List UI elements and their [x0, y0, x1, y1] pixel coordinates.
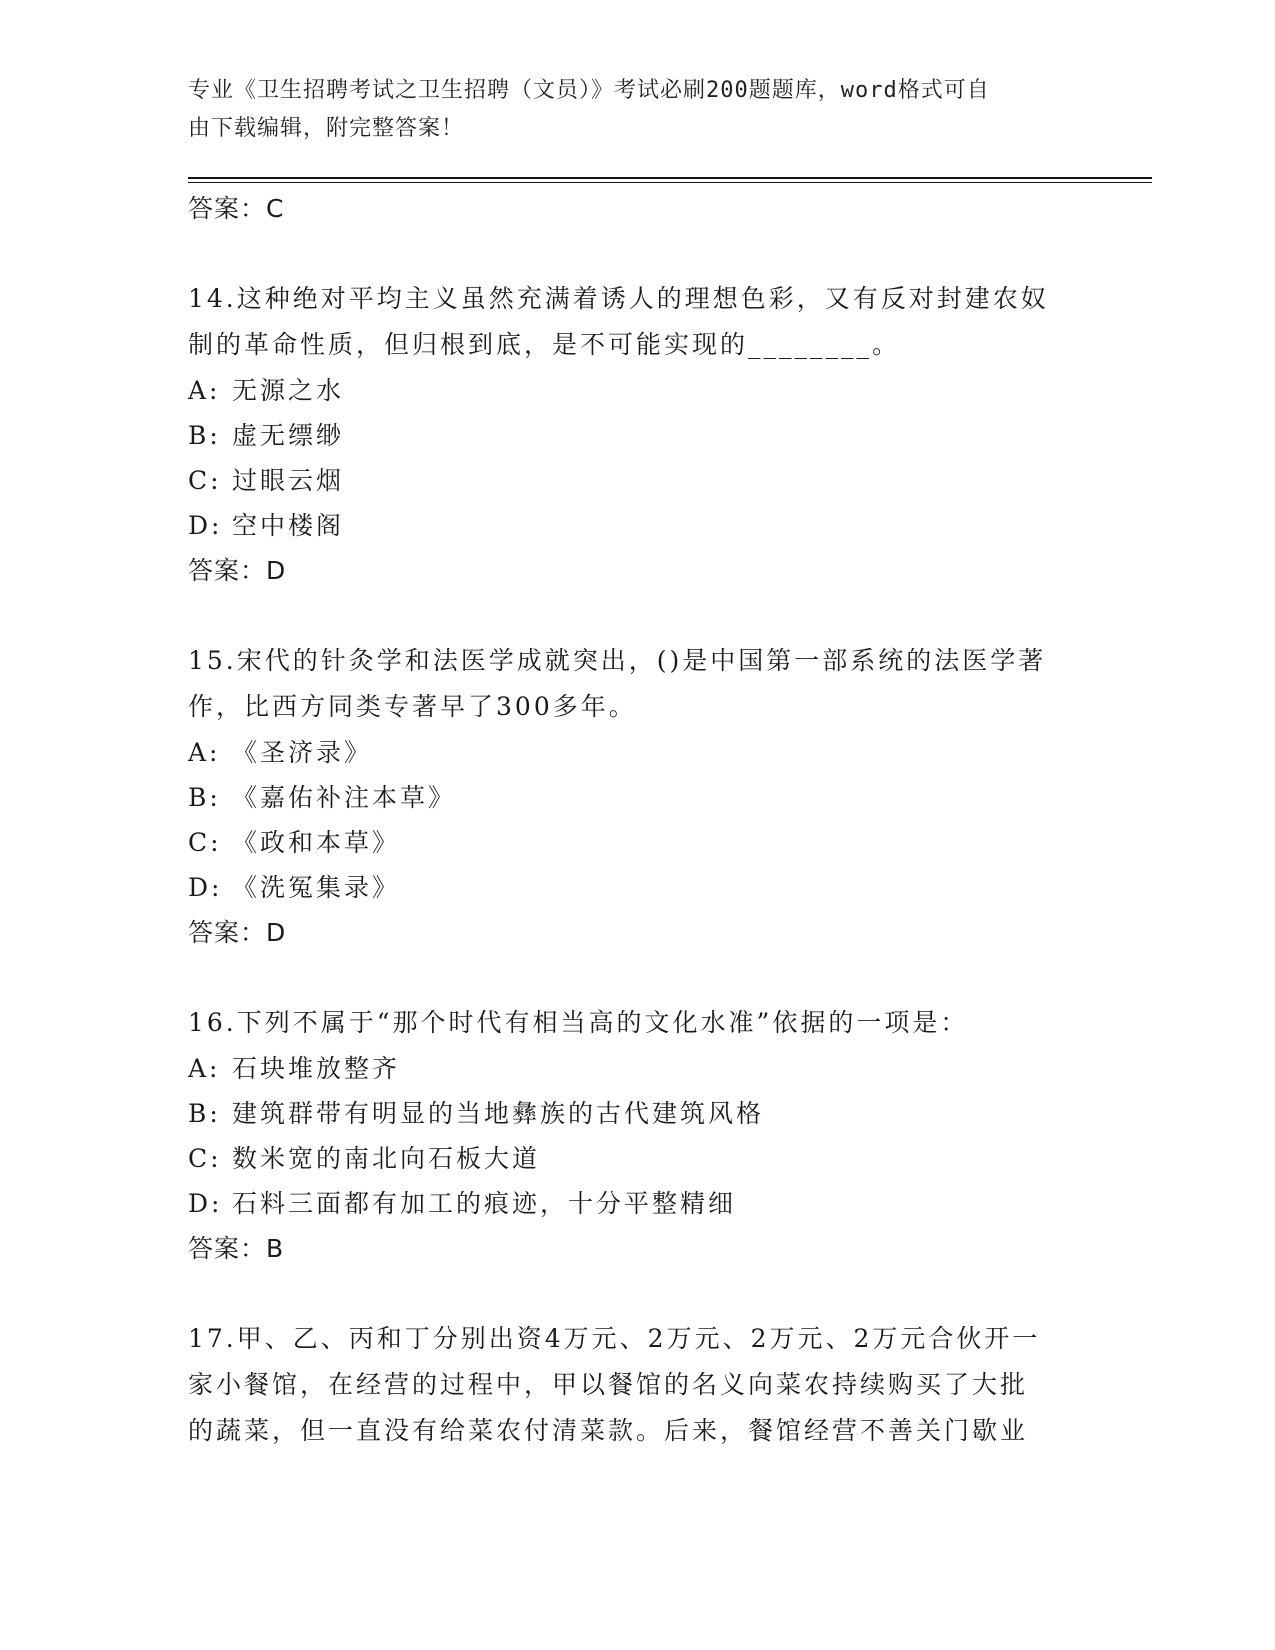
option-text: 空中楼阁 — [232, 511, 345, 540]
option-c — [188, 1136, 1088, 1181]
answer-line: 答案：B — [188, 1234, 285, 1263]
question-text: 17.甲、乙、丙和丁分别出资4万元、2万元、2万元、2万元合伙开一 — [188, 1324, 1041, 1353]
option-text: 无源之水 — [232, 376, 345, 405]
option-a — [188, 1046, 1088, 1091]
option-b — [188, 413, 1088, 458]
option-key: C: — [188, 828, 222, 857]
answer-line: 答案：D — [188, 918, 287, 947]
option-a — [188, 730, 1088, 775]
option-key: A: — [188, 376, 221, 405]
header-rule-thin — [188, 182, 1152, 183]
header-line-2: 由下载编辑，附完整答案！ — [188, 116, 465, 141]
option-d — [188, 1181, 1088, 1226]
question-17 — [188, 1316, 1088, 1454]
option-key: B: — [188, 421, 221, 450]
option-d — [188, 503, 1088, 548]
option-text: 《嘉佑补注本草》 — [232, 783, 457, 812]
option-text: 建筑群带有明显的当地彝族的古代建筑风格 — [232, 1099, 765, 1128]
answer-line: 答案：C — [188, 194, 285, 223]
option-key: D: — [188, 511, 223, 540]
option-text: 石料三面都有加工的痕迹，十分平整精细 — [232, 1189, 737, 1218]
question-text: 制的革命性质，但归根到底，是不可能实现的________。 — [188, 330, 901, 359]
header-rule-thick — [188, 177, 1152, 179]
option-text: 过眼云烟 — [232, 466, 345, 495]
question-text: 16.下列不属于“那个时代有相当高的文化水准”依据的一项是： — [188, 1008, 969, 1037]
option-text: 数米宽的南北向石板大道 — [232, 1144, 541, 1173]
option-d — [188, 865, 1088, 910]
option-text: 《政和本草》 — [232, 828, 401, 857]
question-text: 作，比西方同类专著早了300多年。 — [188, 692, 637, 721]
question-15 — [188, 638, 1088, 956]
question-text: 的蔬菜，但一直没有给菜农付清菜款。后来，餐馆经营不善关门歇业 — [188, 1416, 1029, 1445]
option-c — [188, 458, 1088, 503]
option-b — [188, 775, 1088, 820]
option-text: 虚无缥缈 — [232, 421, 345, 450]
option-b — [188, 1091, 1088, 1136]
document-body — [188, 186, 1088, 1454]
question-14 — [188, 276, 1088, 594]
option-key: A: — [188, 738, 221, 767]
option-key: C: — [188, 466, 222, 495]
option-key: A: — [188, 1054, 221, 1083]
option-a — [188, 368, 1088, 413]
option-key: D: — [188, 1189, 223, 1218]
answer-line: 答案：D — [188, 556, 287, 585]
question-text: 14.这种绝对平均主义虽然充满着诱人的理想色彩，又有反对封建农奴 — [188, 284, 1049, 313]
header-line-1: 专业《卫生招聘考试之卫生招聘（文员）》考试必刷200题题库，word格式可自 — [188, 78, 990, 103]
option-text: 《圣济录》 — [232, 738, 373, 767]
option-text: 石块堆放整齐 — [232, 1054, 401, 1083]
option-text: 《洗冤集录》 — [232, 873, 401, 902]
option-key: D: — [188, 873, 223, 902]
option-key: C: — [188, 1144, 222, 1173]
option-key: B: — [188, 783, 221, 812]
option-key: B: — [188, 1099, 221, 1128]
option-c — [188, 820, 1088, 865]
question-text: 15.宋代的针灸学和法医学成就突出，()是中国第一部系统的法医学著 — [188, 646, 1047, 675]
question-16 — [188, 1000, 1088, 1272]
document-header — [188, 72, 1088, 148]
question-text: 家小餐馆，在经营的过程中，甲以餐馆的名义向菜农持续购买了大批 — [188, 1370, 1029, 1399]
